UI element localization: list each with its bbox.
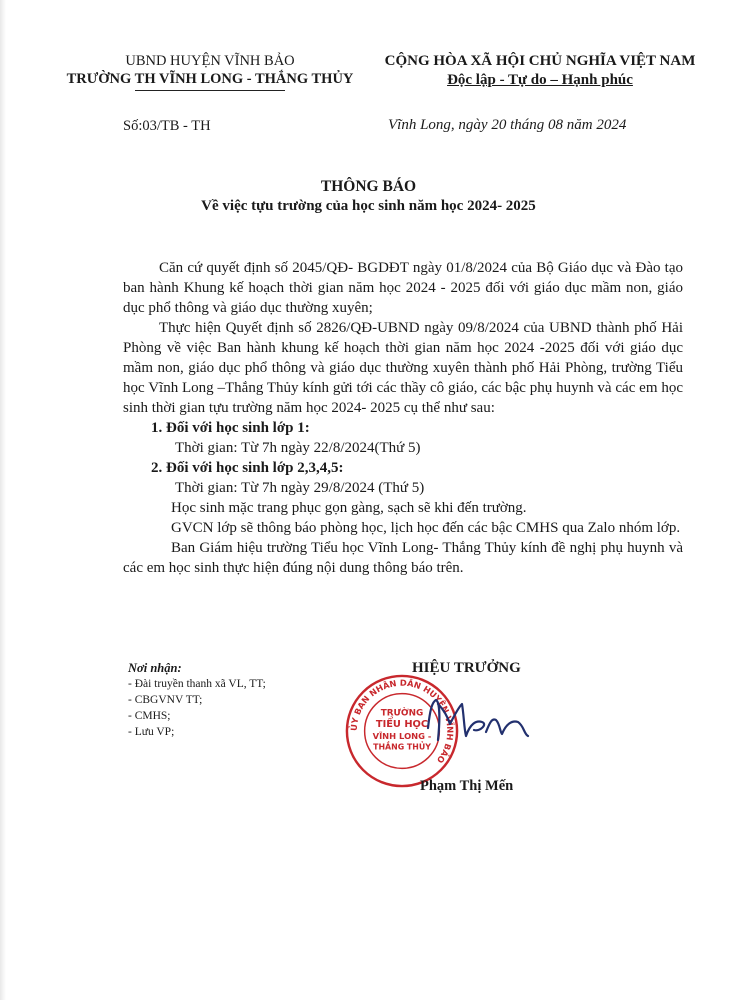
nation-name: CỘNG HÒA XÃ HỘI CHỦ NGHĨA VIỆT NAM — [384, 53, 696, 69]
page-edge-shadow — [0, 0, 6, 1000]
grade-2-5-time: Thời gian: Từ 7h ngày 29/8/2024 (Thứ 5) — [175, 480, 425, 496]
national-motto: Độc lập - Tự do – Hạnh phúc — [447, 72, 633, 88]
header-underline — [135, 90, 285, 91]
agency-name: UBND HUYỆN VĨNH BẢO — [125, 53, 295, 69]
recipient-item: - Lưu VP; — [128, 726, 175, 738]
recipient-item: - CBGVNV TT; — [128, 694, 203, 706]
stamp-line-2: TIỂU HỌC — [375, 719, 429, 731]
recipients-block — [128, 660, 266, 740]
closing-paragraph: Ban Giám hiệu trường Tiểu học Vĩnh Long- Thắng Thủy kính đề nghị phụ huynh và các em học sinh thực hiện đúng nội dung thông báo trên. — [123, 540, 683, 576]
recipient-item: - Đài truyền thanh xã VL, TT; — [128, 678, 266, 690]
place-date-line: Vĩnh Long, ngày 20 tháng 08 năm 2024 — [388, 117, 627, 133]
document-number: Số:03/TB - TH — [123, 118, 211, 134]
stamp-line-1: TRƯỜNG — [380, 708, 424, 719]
legal-basis-paragraph-2: Thực hiện Quyết định số 2826/QĐ-UBND ngày 09/8/2024 của UBND thành phố Hải Phòng về việc Ban hành khung kế hoạch thời gian năm học 2024 -2025 đối với giáo dục mầm non, giáo dục phổ thông và giáo dục thường xuyên thành phố Hải Phòng, trường Tiểu học Vĩnh Long –Thắng Thủy kính gửi tới các thầy cô giáo, các bậc phụ huynh và các em học sinh thời gian tựu trường năm học 2024- 2025 cụ thể như sau: — [123, 320, 683, 416]
signatory-title: HIỆU TRƯỞNG — [412, 660, 521, 676]
legal-basis-paragraph-1: Căn cứ quyết định số 2045/QĐ- BGDĐT ngày 01/8/2024 của Bộ Giáo dục và Đào tạo ban hành Khung kế hoạch thời gian năm học 2024 - 2025 đối với giáo dục mầm non, giáo dục phổ thông và giáo dục thường xuyên; — [123, 260, 683, 316]
uniform-note: Học sinh mặc trang phục gọn gàng, sạch sẽ khi đến trường. — [171, 500, 527, 516]
stamp-line-3: VĨNH LONG - — [372, 730, 432, 741]
stamp-line-4: THẮNG THỦY — [373, 742, 431, 752]
document-title: THÔNG BÁO — [320, 178, 417, 195]
recipient-item: - CMHS; — [128, 710, 171, 722]
national-header — [365, 52, 715, 90]
handwritten-signature — [420, 680, 560, 760]
grade-2-5-heading: 2. Đối với học sinh lớp 2,3,4,5: — [151, 460, 344, 476]
grade-1-heading: 1. Đối với học sinh lớp 1: — [151, 420, 310, 436]
stamp-ring-text: ỦY BAN NHÂN DÂN HUYỆN VĨNH BẢO — [348, 677, 456, 766]
document-subtitle: Về việc tựu trường của học sinh năm học 2024- 2025 — [201, 198, 536, 214]
homeroom-note: GVCN lớp sẽ thông báo phòng học, lịch học đến các bậc CMHS qua Zalo nhóm lớp. — [171, 520, 681, 536]
document-body — [123, 258, 683, 578]
grade-1-time: Thời gian: Từ 7h ngày 22/8/2024(Thứ 5) — [175, 440, 421, 456]
signature-stroke — [428, 700, 528, 740]
signatory-name: Phạm Thị Mến — [420, 778, 514, 794]
recipients-label: Nơi nhận: — [128, 661, 182, 675]
school-name: TRƯỜNG TH VĨNH LONG - THẮNG THỦY — [66, 71, 354, 87]
issuer-header — [60, 52, 360, 91]
